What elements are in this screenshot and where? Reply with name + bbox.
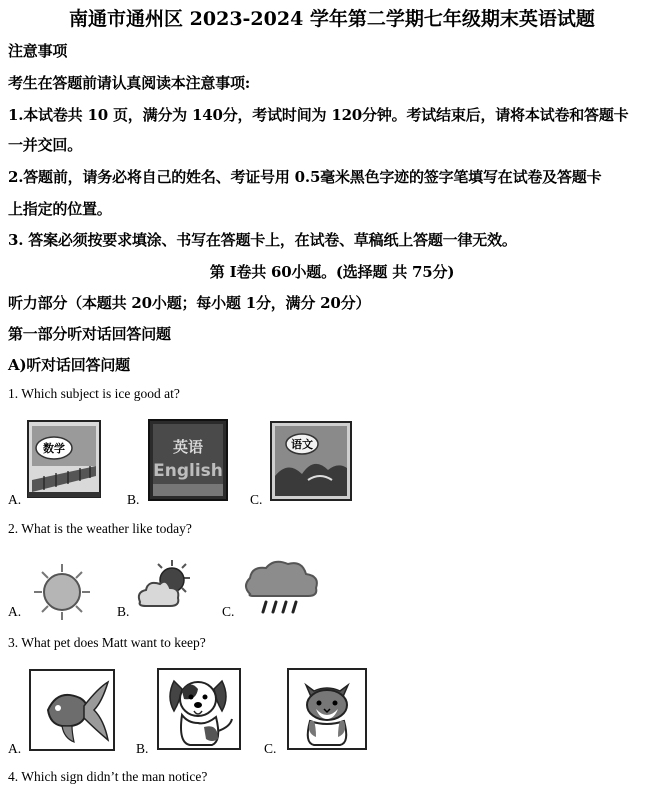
q3-option-b-label: B.	[136, 741, 149, 756]
q2-option-c-label: C.	[222, 604, 235, 619]
part-1-heading: 第一部分听对话回答问题	[8, 325, 171, 343]
notes-item-2-line-2: 上指定的位置。	[8, 200, 112, 218]
question-4-text: 4. Which sign didn’t the man notice?	[8, 769, 208, 784]
paper-1-heading: 第 I卷共 60小题。(选择题 共 75分)	[209, 263, 455, 281]
math-book-caption: 数学	[43, 442, 65, 455]
q1-option-a-label: A.	[8, 492, 22, 507]
notes-heading: 注意事项	[8, 42, 68, 60]
cat-icon	[286, 667, 368, 751]
notes-item-3: 3. 答案必须按要求填涂、书写在答题卡上，在试卷、草稿纸上答题一律无效。	[8, 231, 517, 249]
part-a-heading: A)听对话回答问题	[8, 356, 130, 374]
chinese-book-icon	[268, 420, 354, 502]
q1-option-c-label: C.	[250, 492, 263, 507]
notes-item-1-line-2: 一并交回。	[8, 136, 83, 154]
notes-item-1-line-1: 1.本试卷共 10 页，满分为 140分，考试时间为 120分钟。考试结束后，请将本试卷和答题卡	[8, 106, 629, 124]
question-2-text: 2. What is the weather like today?	[8, 521, 192, 536]
question-1-text: 1. Which subject is ice good at?	[8, 386, 180, 401]
english-book-caption: 英语	[172, 438, 204, 456]
q3-option-c-label: C.	[264, 741, 277, 756]
goldfish-icon	[28, 668, 116, 752]
q1-option-b-label: B.	[127, 492, 140, 507]
english-book-caption-2: English	[153, 461, 223, 481]
notes-intro: 考生在答题前请认真阅读本注意事项:	[8, 74, 251, 92]
english-book-icon	[145, 418, 231, 502]
q2-option-a-label: A.	[8, 604, 22, 619]
sun-cloud-icon	[134, 558, 194, 614]
notes-item-2-line-1: 2.答题前，请务必将自己的姓名、考证号用 0.5毫米黑色字迹的签字笔填写在试卷及答题卡	[8, 168, 602, 186]
q3-option-a-label: A.	[8, 741, 22, 756]
math-book-icon	[24, 418, 104, 502]
sun-icon	[24, 562, 100, 622]
listening-heading: 听力部分（本题共 20小题；每小题 1分，满分 20分）	[8, 294, 371, 312]
rain-cloud-icon	[240, 556, 322, 618]
dog-icon	[156, 667, 242, 751]
chinese-book-caption: 语文	[291, 438, 313, 451]
q2-option-b-label: B.	[117, 604, 130, 619]
page-title: 南通市通州区 2023-2024 学年第二学期七年级期末英语试题	[69, 8, 595, 30]
question-3-text: 3. What pet does Matt want to keep?	[8, 635, 206, 650]
